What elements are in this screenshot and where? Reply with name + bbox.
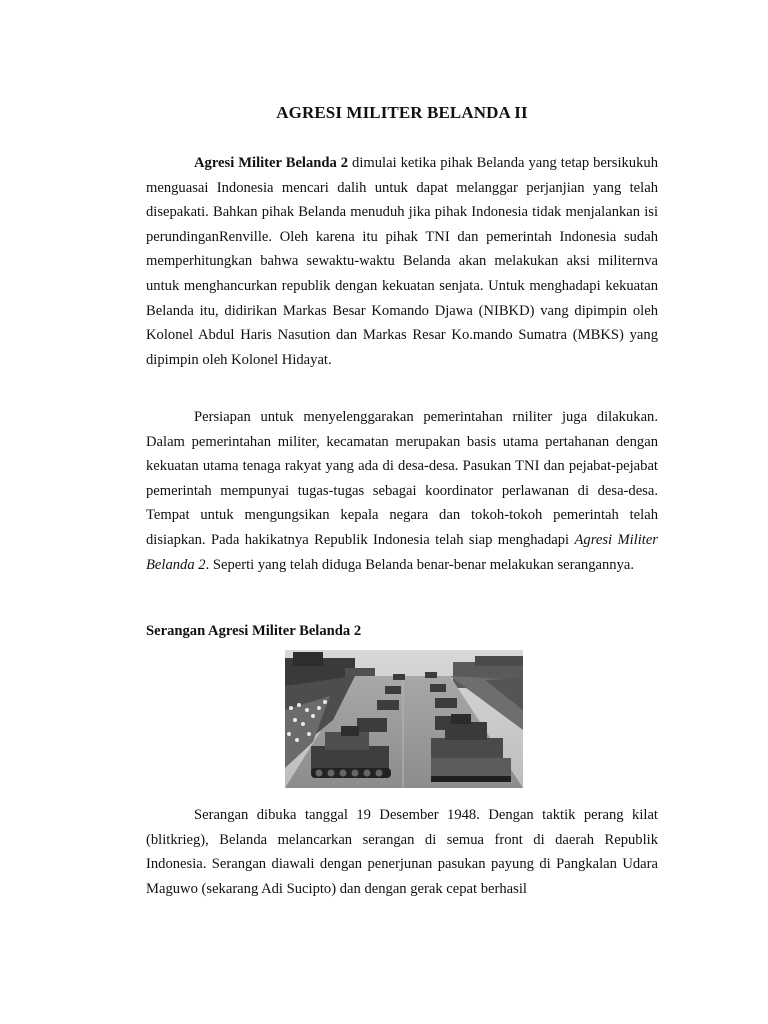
paragraph-1 xyxy=(146,151,658,372)
paragraph-2-italic: Agresi Militer Belanda 2 xyxy=(146,531,658,573)
paragraph-1-text: dimulai ketika pihak Belanda yang tetap bersikukuh menguasai Indonesia mencari dalih untuk dapat melanggar perjanjian yang telah disepakati. Bahkan pihak Belanda menuduh jika pihak Indonesia tidak menjalankan isi perundinganRenville. Oleh karena itu pihak TNI dan pemerintah Indonesia sudah memperhitungkan bahwa sewaktu-waktu Belanda akan melakukan aksi militernva untuk menghancurkan republik dengan kekuatan senjata. Untuk menghadapi kekuatan Belanda itu, didirikan Markas Besar Komando Djawa (NIBKD) vang dipimpin oleh Kolonel Abdul Haris Nasution dan Markas Resar Ko.mando Sumatra (MBKS) yang dipimpin oleh Kolonel Hidayat. xyxy=(146,155,658,368)
paragraph-2-text-before: Persiapan untuk menyelenggarakan pemerintahan rniliter juga dilakukan. Dalam pemerintahan militer, kecamatan merupakan basis utama pertahanan dengan kekuatan utama tenaga rakyat yang ada di desa-desa. Pasukan TNI dan pejabat-pejabat pemerintah mempunyai tugas-tugas sebagai koordinator perlawanan di desa-desa. Tempat untuk mengungsikan kepala negara dan tokoh-tokoh pemerintah telah disiapkan. Pada hakikatnya Republik Indonesia telah siap menghadapi xyxy=(146,409,658,548)
paragraph-3 xyxy=(146,803,658,901)
paragraph-2-text-after: . Seperti yang telah diduga Belanda benar-benar melakukan serangannya. xyxy=(205,556,635,573)
section-heading: Serangan Agresi Militer Belanda 2 xyxy=(146,623,362,639)
paragraph-1-bold-lead: Agresi Militer Belanda 2 xyxy=(194,155,349,171)
paragraph-3-text: Serangan dibuka tanggal 19 Desember 1948. Dengan taktik perang kilat (blitkrieg), Belanda melancarkan serangan di semua front di daerah Republik Indonesia. Serangan diawali dengan penerjunan pasukan payung di Pangkalan Udara Maguwo (sekarang Adi Sucipto) dan dengan gerak cepat berhasil xyxy=(146,807,658,897)
tank-parade-photo xyxy=(285,650,523,788)
document-title: AGRESI MILITER BELANDA II xyxy=(276,103,528,122)
paragraph-2 xyxy=(146,405,658,577)
tank-parade-photo-illustration xyxy=(285,650,523,788)
